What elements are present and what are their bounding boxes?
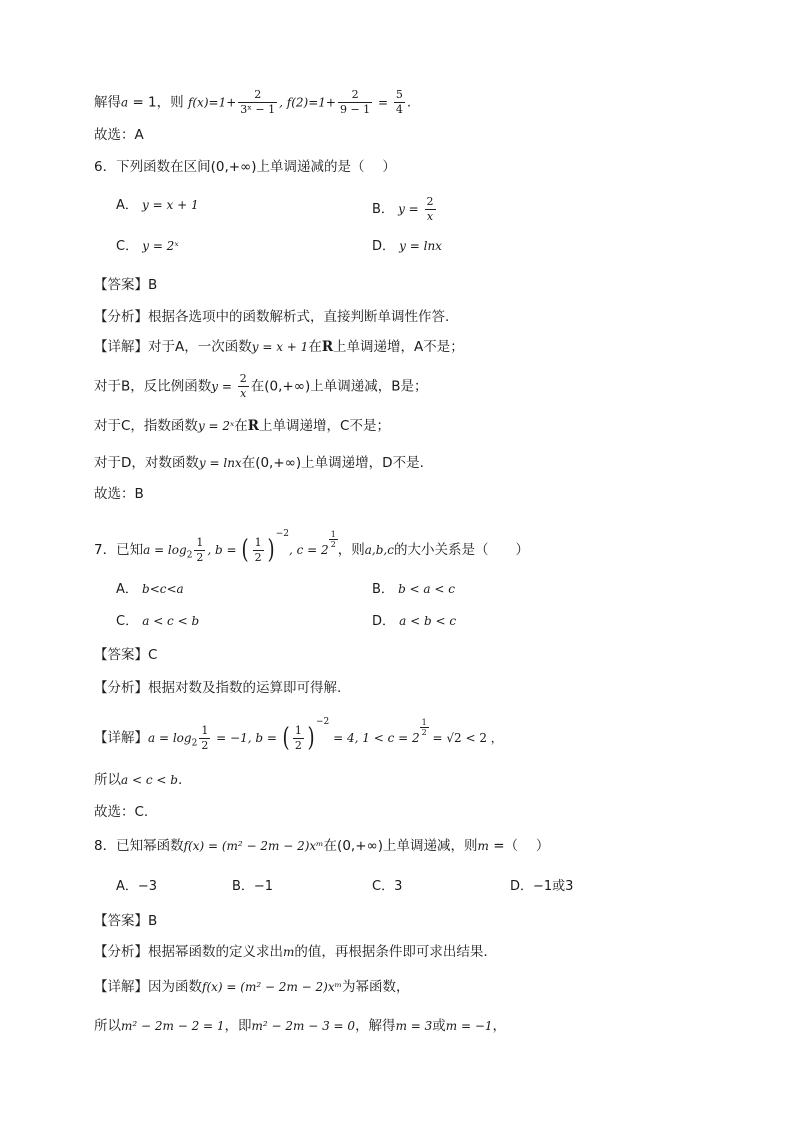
fraction: $\frac{2}{\text{3ˣ − 1}}$	[240, 88, 276, 116]
detail-8a: 【详解】因为函数f(x) = (m² − 2m − 2)xᵐ为幂函数，	[94, 979, 410, 995]
math: =	[374, 95, 392, 110]
analysis-8: 【分析】根据幂函数的定义求出m的值，再根据条件即可求出结果.	[94, 944, 488, 960]
question-7: 7．已知$a = \log_2$ $\frac{1}{2}$ , b = ( $\frac{1}{2}$ )$^{-2}$, c = 2 $^{\frac{1}{2}}$ ，则a,b,c的大小关系是（ ）	[94, 529, 529, 565]
option-7b: B． b < a < c	[372, 582, 455, 597]
answer-8: 【答案】B	[94, 913, 158, 929]
detail-6d: 对于D，对数函数y = lnx在(0,+∞)上单调递增，D不是.	[94, 455, 424, 471]
option-6d: D． y = lnx	[372, 239, 442, 254]
math: , f(2)=1+	[279, 95, 336, 110]
option-7a: A． b<c<a	[116, 582, 184, 597]
text: 解得	[94, 94, 121, 111]
option-7c: C． a < c < b	[116, 614, 200, 629]
analysis-6: 【分析】根据各选项中的函数解析式，直接判断单调性作答.	[94, 309, 450, 325]
detail-6b: 对于B，反比例函数y = $\frac{2}{x}$ 在(0,+∞)上单调递减，B是；	[94, 372, 428, 400]
math: a	[121, 95, 129, 110]
answer-select-q5: 故选：A	[94, 127, 144, 143]
answer-6: 【答案】B	[94, 277, 158, 293]
detail-7: 【详解】$a = \log_2$ $\frac{1}{2}$ = −1, b = ( $\frac{1}{2}$ )$^{-2}$ = 4, 1 < c = 2 $^{\frac{1}{2}}$ = √2 < 2 ，	[94, 717, 503, 753]
select-7: 故选：C.	[94, 804, 149, 820]
option-8d: D．−1或3	[510, 879, 574, 894]
solution-line-q5	[94, 88, 411, 117]
option-8b: B．−1	[232, 879, 274, 894]
math: f(x)=1+	[187, 95, 237, 110]
option-8c: C．3	[372, 879, 403, 894]
option-6a: A． y = x + 1	[116, 198, 199, 213]
option-7d: D． a < b < c	[372, 614, 457, 629]
question-6: 6．下列函数在区间(0,+∞)上单调递减的是（ ）	[94, 159, 396, 175]
select-6: 故选：B	[94, 486, 144, 502]
detail-6a: 【详解】对于A，一次函数y = x + 1在R上单调递增，A不是；	[94, 339, 464, 355]
analysis-7: 【分析】根据对数及指数的运算即可得解.	[94, 680, 342, 696]
detail-7b: 所以a < c < b.	[94, 772, 183, 788]
option-8a: A．−3	[116, 879, 158, 894]
fraction: $\frac{2}{9 - 1}$	[339, 88, 371, 116]
text: .	[406, 94, 412, 111]
option-6b: B． y = $\frac{2}{x}$	[372, 195, 434, 223]
text: = 1，则	[128, 94, 188, 111]
answer-7: 【答案】C	[94, 647, 158, 663]
fraction: $\frac{5}{4}$	[395, 88, 403, 116]
option-6c: C． y = 2ˣ	[116, 239, 179, 254]
detail-6c: 对于C，指数函数y = 2ˣ在R上单调递增，C不是；	[94, 418, 390, 434]
detail-8b: 所以m² − 2m − 2 = 1，即m² − 2m − 3 = 0，解得m = 3或m = −1，	[94, 1018, 507, 1034]
question-8: 8．已知幂函数f(x) = (m² − 2m − 2)xᵐ在(0,+∞)上单调递减，则m =（ ）	[94, 838, 550, 854]
